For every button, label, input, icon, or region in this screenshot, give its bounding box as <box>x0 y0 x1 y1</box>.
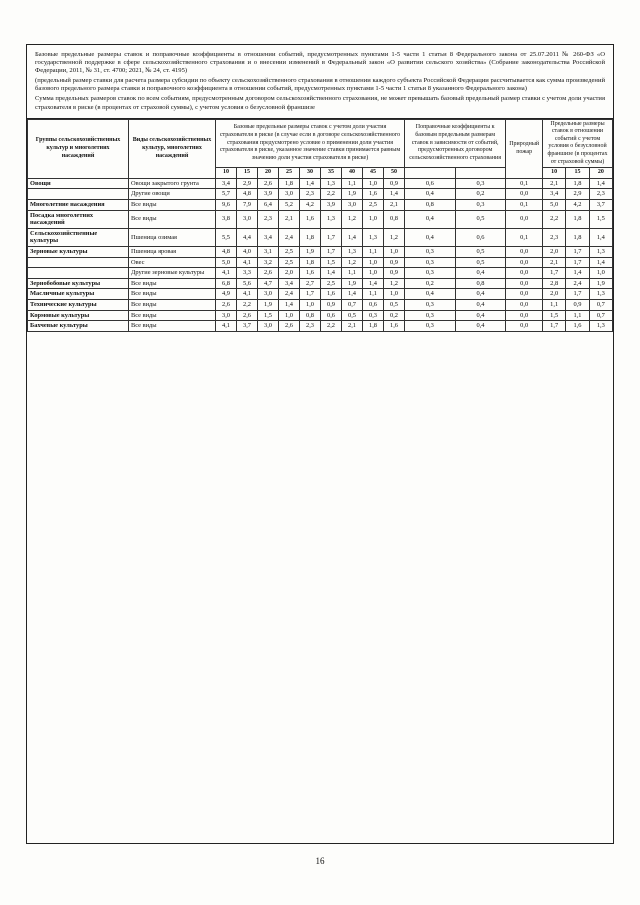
base-rate-cell: 4,1 <box>237 257 258 268</box>
base-rate-cell: 5,7 <box>216 189 237 200</box>
base-rate-cell: 2,6 <box>216 299 237 310</box>
coef-cell: 0,3 <box>405 310 456 321</box>
base-rate-cell: 1,2 <box>342 257 363 268</box>
base-rate-cell: 3,4 <box>279 278 300 289</box>
right-rate-cell: 1,7 <box>543 321 566 332</box>
right-rate-cell: 2,3 <box>543 228 566 246</box>
base-rate-cell: 0,2 <box>384 310 405 321</box>
right-rate-cell: 2,9 <box>566 189 589 200</box>
base-rate-cell: 3,9 <box>258 189 279 200</box>
base-rate-cell: 1,2 <box>384 278 405 289</box>
header-fire: Природный пожар <box>506 119 543 178</box>
base-rate-cell: 2,5 <box>279 246 300 257</box>
base-rate-cell: 2,6 <box>279 321 300 332</box>
base-rate-cell: 0,5 <box>384 299 405 310</box>
fire-coef-cell: 0,1 <box>506 178 543 189</box>
base-rate-cell: 0,5 <box>342 310 363 321</box>
base-rate-cell: 1,4 <box>342 289 363 300</box>
coef-cell: 0,4 <box>455 268 506 279</box>
base-rate-cell: 3,2 <box>258 257 279 268</box>
base-rate-cell: 1,8 <box>279 178 300 189</box>
base-rate-cell: 3,3 <box>237 268 258 279</box>
base-rate-cell: 0,3 <box>363 310 384 321</box>
base-rate-cell: 2,4 <box>279 289 300 300</box>
row-group: Зернобобовые культуры <box>28 278 129 289</box>
table-row <box>28 268 613 279</box>
right-rate-cell: 1,7 <box>566 246 589 257</box>
deductible-header: 20 <box>258 168 279 179</box>
right-rate-cell: 1,4 <box>589 228 612 246</box>
right-rate-cell: 1,8 <box>566 228 589 246</box>
base-rate-cell: 2,5 <box>363 200 384 211</box>
fire-coef-cell: 0,0 <box>506 210 543 228</box>
base-rate-cell: 1,1 <box>363 246 384 257</box>
fire-coef-cell: 0,0 <box>506 289 543 300</box>
base-rate-cell: 1,6 <box>300 210 321 228</box>
right-rate-cell: 3,7 <box>589 200 612 211</box>
right-rate-cell: 2,0 <box>543 246 566 257</box>
base-rate-cell: 1,1 <box>342 178 363 189</box>
header-row-1 <box>28 119 613 168</box>
base-rate-cell: 1,4 <box>384 189 405 200</box>
coef-cell: 0,3 <box>455 200 506 211</box>
coef-cell: 0,2 <box>455 189 506 200</box>
base-rate-cell: 1,9 <box>342 189 363 200</box>
right-rate-cell: 4,2 <box>566 200 589 211</box>
base-rate-cell: 2,9 <box>237 178 258 189</box>
right-rate-cell: 2,1 <box>543 257 566 268</box>
right-rate-cell: 2,2 <box>543 210 566 228</box>
header-kind: Виды сельскохозяйственных культур, многолетних насаждений <box>129 119 216 178</box>
base-rate-cell: 1,6 <box>321 289 342 300</box>
base-rate-cell: 1,1 <box>363 289 384 300</box>
base-rate-cell: 9,6 <box>216 200 237 211</box>
row-group: Многолетние насаждения <box>28 200 129 211</box>
base-rate-cell: 3,4 <box>258 228 279 246</box>
right-rate-cell: 1,8 <box>566 178 589 189</box>
row-group <box>28 189 129 200</box>
deductible-header: 10 <box>216 168 237 179</box>
deductible-header: 40 <box>342 168 363 179</box>
row-group: Кормовые культуры <box>28 310 129 321</box>
coef-col-2 <box>455 168 506 179</box>
table-row <box>28 289 613 300</box>
base-rate-cell: 4,1 <box>216 321 237 332</box>
base-rate-cell: 5,5 <box>216 228 237 246</box>
base-rate-cell: 0,6 <box>321 310 342 321</box>
row-group: Бахчевые культуры <box>28 321 129 332</box>
base-rate-cell: 4,0 <box>237 246 258 257</box>
base-rate-cell: 2,5 <box>279 257 300 268</box>
right-rate-cell: 5,0 <box>543 200 566 211</box>
base-rate-cell: 1,0 <box>363 268 384 279</box>
right-rate-cell: 3,4 <box>543 189 566 200</box>
table-row <box>28 321 613 332</box>
base-rate-cell: 3,0 <box>279 189 300 200</box>
table-body <box>28 178 613 331</box>
base-rate-cell: 1,0 <box>279 310 300 321</box>
coef-cell: 0,3 <box>405 257 456 268</box>
base-rate-cell: 3,0 <box>258 321 279 332</box>
base-rate-cell: 4,4 <box>237 228 258 246</box>
base-rate-cell: 1,4 <box>342 228 363 246</box>
fire-coef-cell: 0,0 <box>506 246 543 257</box>
table-row <box>28 310 613 321</box>
base-rate-cell: 6,8 <box>216 278 237 289</box>
row-group <box>28 257 129 268</box>
deductible-header: 25 <box>279 168 300 179</box>
base-rate-cell: 2,6 <box>258 178 279 189</box>
base-rate-cell: 1,3 <box>321 178 342 189</box>
coef-col-1 <box>405 168 456 179</box>
coef-cell: 0,5 <box>455 210 506 228</box>
row-kind: Другие овощи <box>129 189 216 200</box>
base-rate-cell: 2,3 <box>300 189 321 200</box>
base-rate-cell: 1,0 <box>363 257 384 268</box>
base-rate-cell: 1,8 <box>300 257 321 268</box>
base-rate-cell: 1,5 <box>321 257 342 268</box>
row-kind: Овощи закрытого грунта <box>129 178 216 189</box>
row-kind: Пшеница яровая <box>129 246 216 257</box>
base-rate-cell: 4,8 <box>237 189 258 200</box>
base-rate-cell: 1,5 <box>258 310 279 321</box>
right-rate-cell: 1,3 <box>589 321 612 332</box>
header-coefficients: Поправочные коэффициенты к базовым предельным размерам ставок в зависимости от событий, предусмотренных договором сельскохозяйственного страхования <box>405 119 506 168</box>
base-rate-cell: 3,0 <box>216 310 237 321</box>
coef-cell: 0,6 <box>455 228 506 246</box>
rates-table <box>27 119 613 332</box>
base-rate-cell: 0,9 <box>384 178 405 189</box>
right-rate-cell: 2,1 <box>543 178 566 189</box>
header-group: Группы сельскохозяйственных культур и многолетних насаждений <box>28 119 129 178</box>
fire-coef-cell: 0,0 <box>506 299 543 310</box>
base-rate-cell: 2,1 <box>279 210 300 228</box>
coef-cell: 0,4 <box>405 189 456 200</box>
base-rate-cell: 6,4 <box>258 200 279 211</box>
base-rate-cell: 0,9 <box>384 268 405 279</box>
coef-cell: 0,3 <box>405 299 456 310</box>
base-rate-cell: 7,9 <box>237 200 258 211</box>
deductible-header: 50 <box>384 168 405 179</box>
base-rate-cell: 1,4 <box>321 268 342 279</box>
base-rate-cell: 1,4 <box>300 178 321 189</box>
table-row <box>28 228 613 246</box>
table-row <box>28 246 613 257</box>
base-rate-cell: 2,2 <box>237 299 258 310</box>
base-rate-cell: 1,4 <box>363 278 384 289</box>
base-rate-cell: 1,3 <box>342 246 363 257</box>
base-rate-cell: 1,2 <box>342 210 363 228</box>
coef-cell: 0,8 <box>405 200 456 211</box>
right-rate-cell: 1,4 <box>566 268 589 279</box>
base-rate-cell: 2,3 <box>300 321 321 332</box>
right-rate-cell: 1,4 <box>589 178 612 189</box>
base-rate-cell: 1,6 <box>384 321 405 332</box>
coef-cell: 0,8 <box>455 278 506 289</box>
base-rate-cell: 2,0 <box>279 268 300 279</box>
right-rate-cell: 1,5 <box>543 310 566 321</box>
table-row <box>28 210 613 228</box>
row-group: Технические культуры <box>28 299 129 310</box>
base-rate-cell: 2,3 <box>258 210 279 228</box>
fire-coef-cell: 0,1 <box>506 228 543 246</box>
coef-cell: 0,4 <box>455 321 506 332</box>
base-rate-cell: 1,9 <box>300 246 321 257</box>
base-rate-cell: 1,8 <box>363 321 384 332</box>
right-rate-cell: 0,7 <box>589 310 612 321</box>
row-kind: Все виды <box>129 299 216 310</box>
heading-paragraph-1: Базовые предельные размеры ставок и поправочные коэффициенты в отношении событий, предусмотренных пунктами 1-5 части 1 статьи 8 Федерального закона от 25.07.2011 № 260-ФЗ «О государственной поддержке в сфере сельскохозяйственного страхования и о внесении изменений в Федеральный закон «О развитии сельского хозяйства» (Собрание законодательства Российской Федерации, 2011, № 31, ст. 4700; 2021, № 24, ст. 4195) <box>35 51 605 75</box>
base-rate-cell: 2,1 <box>342 321 363 332</box>
row-group: Зерновые культуры <box>28 246 129 257</box>
right-rate-cell: 1,4 <box>589 257 612 268</box>
row-kind: Все виды <box>129 321 216 332</box>
header-base-rates: Базовые предельные размеры ставок с учетом доли участия страхователя в риске (в случае если в договоре сельскохозяйственного страхования предусмотрено условие о применении доли участия страхователя в риске, указанное значение ставки принимается равным значению доли участия страхователя в риске) <box>216 119 405 168</box>
table-heading <box>27 45 613 119</box>
fire-coef-cell: 0,0 <box>506 189 543 200</box>
right-rate-cell: 1,1 <box>543 299 566 310</box>
base-rate-cell: 4,7 <box>258 278 279 289</box>
table-row <box>28 299 613 310</box>
coef-cell: 0,3 <box>405 321 456 332</box>
base-rate-cell: 1,3 <box>363 228 384 246</box>
base-rate-cell: 5,6 <box>237 278 258 289</box>
base-rate-cell: 5,2 <box>279 200 300 211</box>
base-rate-cell: 0,9 <box>321 299 342 310</box>
base-rate-cell: 4,1 <box>216 268 237 279</box>
row-kind: Все виды <box>129 200 216 211</box>
coef-cell: 0,3 <box>405 246 456 257</box>
table-row <box>28 189 613 200</box>
coef-cell: 0,6 <box>405 178 456 189</box>
base-rate-cell: 1,7 <box>300 289 321 300</box>
base-rate-cell: 5,0 <box>216 257 237 268</box>
base-rate-cell: 4,1 <box>237 289 258 300</box>
fire-coef-cell: 0,0 <box>506 310 543 321</box>
base-rate-cell: 1,1 <box>342 268 363 279</box>
base-rate-cell: 1,8 <box>300 228 321 246</box>
coef-cell: 0,4 <box>405 210 456 228</box>
page-number: 16 <box>315 856 325 866</box>
heading-paragraph-3: Сумма предельных размеров ставок по всем событиям, предусмотренным договором сельскохозяйственного страхования, не может превышать базовый предельный размер ставки с учетом доли участия страхователя в риске (в процентах от страховой суммы), с учетом условия о безусловной франшизе <box>35 95 605 111</box>
row-group: Посадка многолетних насаждений <box>28 210 129 228</box>
base-rate-cell: 3,0 <box>342 200 363 211</box>
base-rate-cell: 0,8 <box>300 310 321 321</box>
base-rate-cell: 1,9 <box>258 299 279 310</box>
deductible-header: 35 <box>321 168 342 179</box>
table-row <box>28 278 613 289</box>
base-rate-cell: 3,7 <box>237 321 258 332</box>
base-rate-cell: 2,1 <box>384 200 405 211</box>
coef-cell: 0,4 <box>455 289 506 300</box>
base-rate-cell: 3,0 <box>237 210 258 228</box>
base-rate-cell: 1,2 <box>384 228 405 246</box>
row-kind: Все виды <box>129 310 216 321</box>
base-rate-cell: 0,7 <box>342 299 363 310</box>
right-rate-cell: 1,1 <box>566 310 589 321</box>
right-deductible-header: 20 <box>589 168 612 179</box>
coef-cell: 0,2 <box>405 278 456 289</box>
coef-cell: 0,3 <box>405 268 456 279</box>
table-row <box>28 200 613 211</box>
fire-coef-cell: 0,1 <box>506 200 543 211</box>
base-rate-cell: 2,7 <box>300 278 321 289</box>
header-right-rates: Предельные размеры ставок в отношении событий с учетом условия о безусловной франшизе (в процентах от страховой суммы) <box>543 119 613 168</box>
base-rate-cell: 1,0 <box>363 210 384 228</box>
base-rate-cell: 1,0 <box>300 299 321 310</box>
base-rate-cell: 0,6 <box>363 299 384 310</box>
right-rate-cell: 0,9 <box>566 299 589 310</box>
right-rate-cell: 1,3 <box>589 289 612 300</box>
base-rate-cell: 3,8 <box>216 210 237 228</box>
right-rate-cell: 1,5 <box>589 210 612 228</box>
right-rate-cell: 1,7 <box>566 257 589 268</box>
base-rate-cell: 0,8 <box>384 210 405 228</box>
coef-cell: 0,4 <box>455 299 506 310</box>
coef-cell: 0,5 <box>455 246 506 257</box>
base-rate-cell: 1,4 <box>279 299 300 310</box>
base-rate-cell: 2,4 <box>279 228 300 246</box>
coef-cell: 0,4 <box>405 289 456 300</box>
right-rate-cell: 2,3 <box>589 189 612 200</box>
table-row <box>28 178 613 189</box>
base-rate-cell: 1,6 <box>363 189 384 200</box>
table-row <box>28 257 613 268</box>
base-rate-cell: 1,9 <box>342 278 363 289</box>
base-rate-cell: 3,0 <box>258 289 279 300</box>
right-rate-cell: 1,0 <box>589 268 612 279</box>
base-rate-cell: 1,0 <box>384 246 405 257</box>
coef-cell: 0,4 <box>405 228 456 246</box>
right-rate-cell: 2,0 <box>543 289 566 300</box>
right-deductible-header: 10 <box>543 168 566 179</box>
base-rate-cell: 1,0 <box>363 178 384 189</box>
right-rate-cell: 1,9 <box>589 278 612 289</box>
right-deductible-header: 15 <box>566 168 589 179</box>
deductible-header: 15 <box>237 168 258 179</box>
base-rate-cell: 4,2 <box>300 200 321 211</box>
deductible-header: 30 <box>300 168 321 179</box>
base-rate-cell: 4,8 <box>216 246 237 257</box>
fire-coef-cell: 0,0 <box>506 321 543 332</box>
heading-paragraph-2: (предельный размер ставки для расчета размера субсидии по объекту сельскохозяйственного страхования в отношении каждого субъекта Российской Федерации рассчитывается как сумма произведений базового предельного размера ставки и поправочного коэффициента в отношении событий, предусмотренных пунктами 1-5 части 1 статьи 8 указанного Федерального закона) <box>35 77 605 93</box>
coef-cell: 0,4 <box>455 310 506 321</box>
row-kind: Пшеница озимая <box>129 228 216 246</box>
base-rate-cell: 2,5 <box>321 278 342 289</box>
table-frame <box>26 44 614 844</box>
right-rate-cell: 1,6 <box>566 321 589 332</box>
fire-coef-cell: 0,0 <box>506 278 543 289</box>
coef-cell: 0,5 <box>455 257 506 268</box>
right-rate-cell: 1,7 <box>566 289 589 300</box>
base-rate-cell: 1,7 <box>321 246 342 257</box>
base-rate-cell: 2,2 <box>321 321 342 332</box>
row-kind: Все виды <box>129 278 216 289</box>
base-rate-cell: 3,1 <box>258 246 279 257</box>
row-group: Масличные культуры <box>28 289 129 300</box>
base-rate-cell: 1,6 <box>300 268 321 279</box>
base-rate-cell: 2,6 <box>237 310 258 321</box>
base-rate-cell: 4,9 <box>216 289 237 300</box>
row-group <box>28 268 129 279</box>
base-rate-cell: 3,9 <box>321 200 342 211</box>
row-group: Овощи <box>28 178 129 189</box>
base-rate-cell: 1,3 <box>321 210 342 228</box>
row-kind: Другие зерновые культуры <box>129 268 216 279</box>
row-kind: Овес <box>129 257 216 268</box>
deductible-header: 45 <box>363 168 384 179</box>
base-rate-cell: 1,7 <box>321 228 342 246</box>
right-rate-cell: 2,8 <box>543 278 566 289</box>
right-rate-cell: 1,3 <box>589 246 612 257</box>
base-rate-cell: 1,0 <box>384 289 405 300</box>
right-rate-cell: 1,8 <box>566 210 589 228</box>
row-kind: Все виды <box>129 289 216 300</box>
right-rate-cell: 0,7 <box>589 299 612 310</box>
fire-coef-cell: 0,0 <box>506 268 543 279</box>
right-rate-cell: 1,7 <box>543 268 566 279</box>
fire-coef-cell: 0,0 <box>506 257 543 268</box>
row-group: Сельскохозяйственные культуры <box>28 228 129 246</box>
base-rate-cell: 3,4 <box>216 178 237 189</box>
base-rate-cell: 0,9 <box>384 257 405 268</box>
base-rate-cell: 2,6 <box>258 268 279 279</box>
right-rate-cell: 2,4 <box>566 278 589 289</box>
coef-cell: 0,3 <box>455 178 506 189</box>
row-kind: Все виды <box>129 210 216 228</box>
base-rate-cell: 2,2 <box>321 189 342 200</box>
